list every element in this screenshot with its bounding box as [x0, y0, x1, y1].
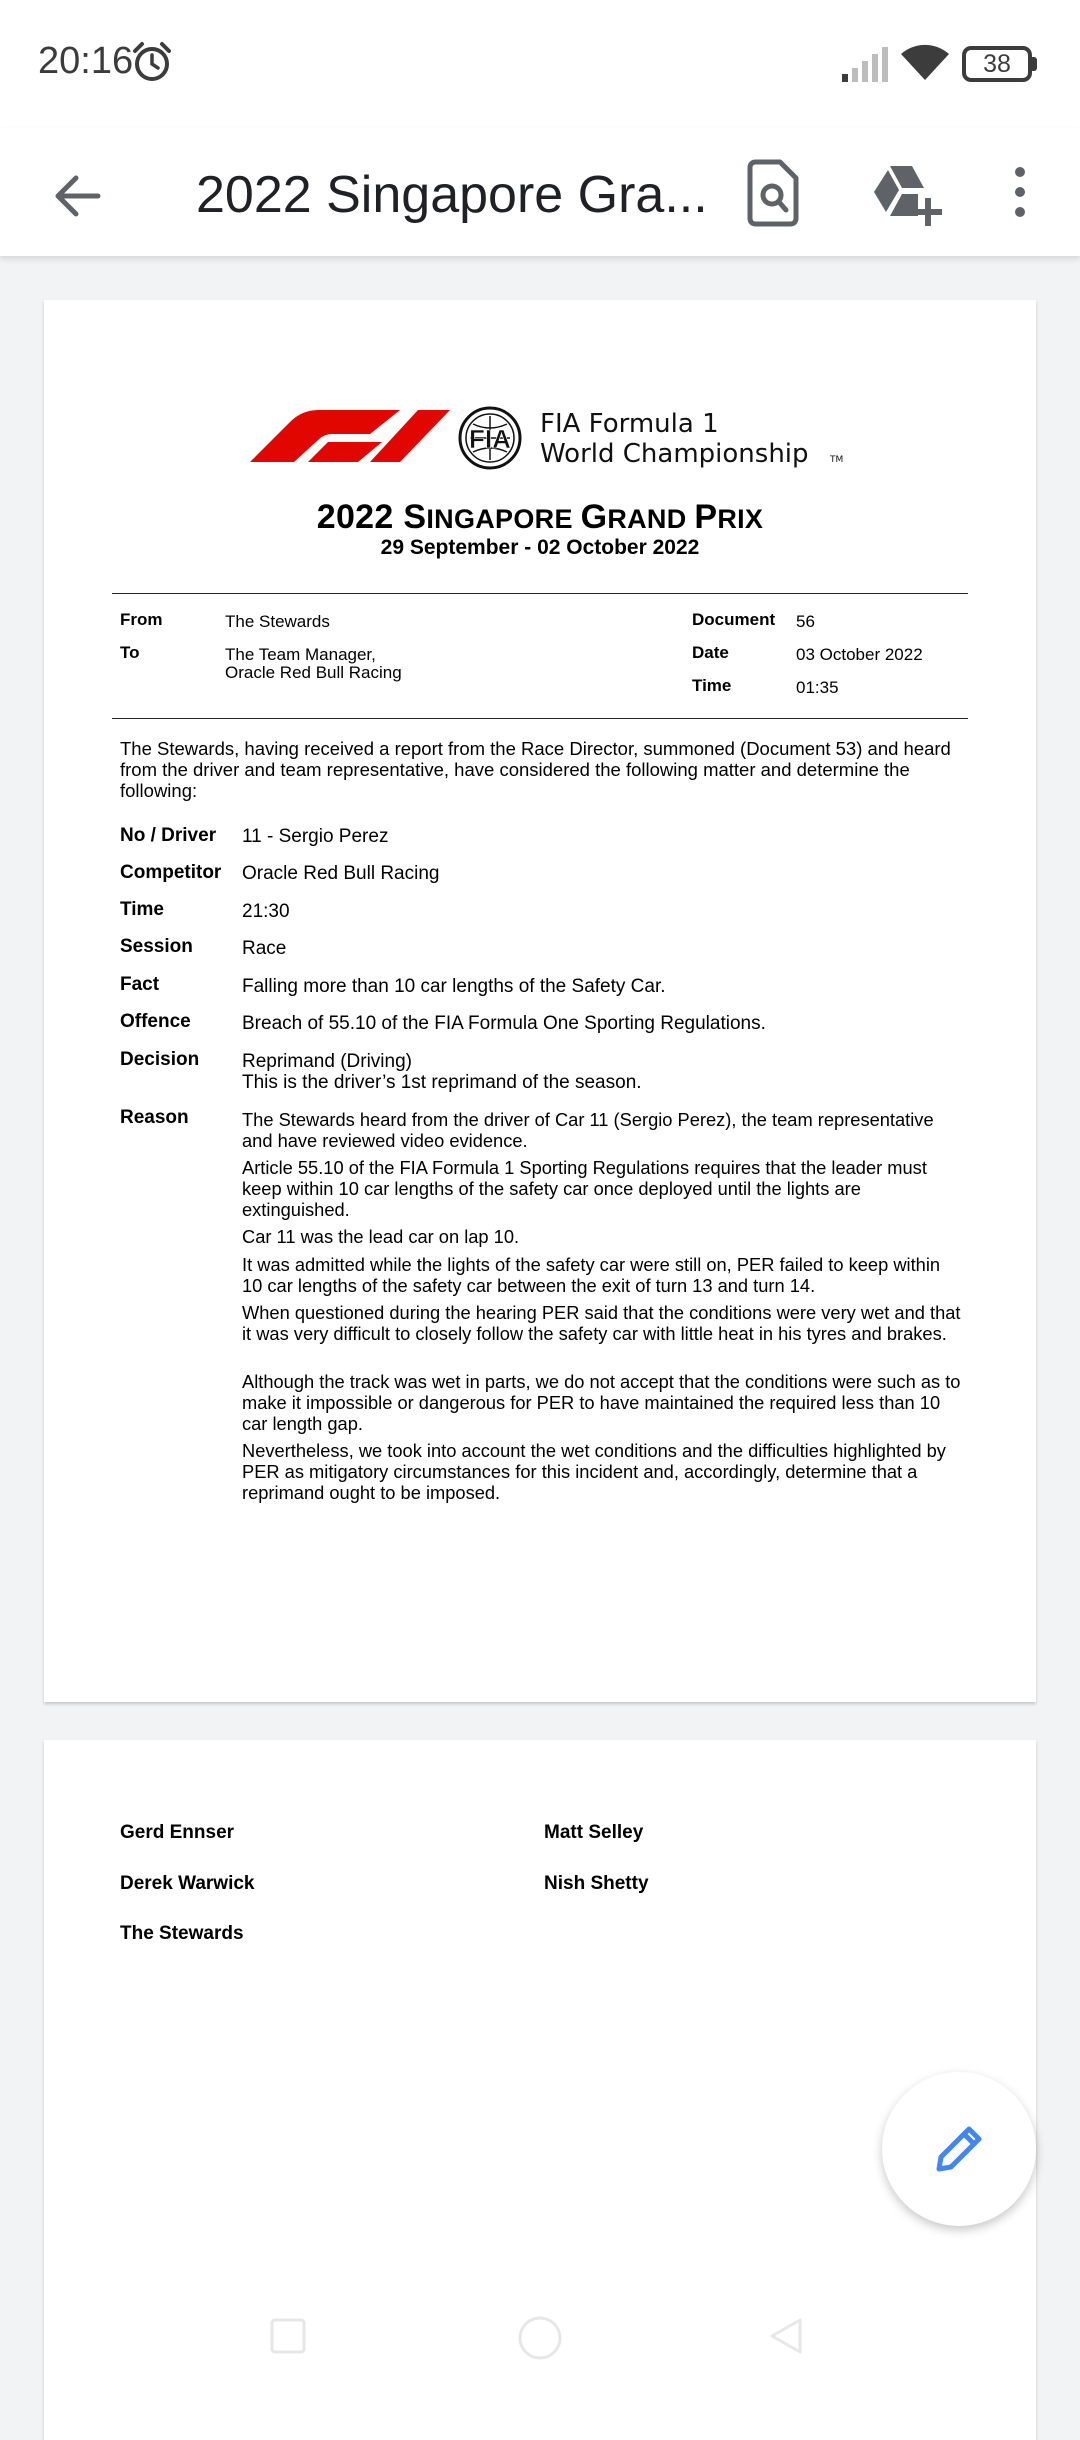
row-label-competitor: Competitor [120, 862, 222, 883]
row-value-time: 21:30 [242, 901, 290, 922]
edit-pencil-icon [929, 2119, 989, 2179]
edit-fab-button[interactable] [882, 2072, 1036, 2226]
svg-text:FIA: FIA [469, 424, 511, 454]
document-page-1 [44, 300, 1036, 1702]
wifi-icon [900, 44, 950, 82]
back-arrow-icon[interactable] [48, 168, 104, 224]
logo-tm: TM [830, 455, 844, 465]
reason-paragraph: Car 11 was the lead car on lap 10. [242, 1226, 520, 1247]
row-label-session: Session [120, 936, 193, 957]
battery-tip [1032, 57, 1037, 71]
row-value-driver: 11 - Sergio Perez [242, 826, 389, 847]
battery-icon [962, 46, 1032, 82]
status-bar [0, 0, 1080, 128]
row-value-session: Race [242, 938, 287, 959]
row-label-reason: Reason [120, 1107, 189, 1128]
document-label: Document [692, 610, 776, 629]
fia-f1-logo [250, 402, 890, 470]
date-label: Date [692, 643, 729, 662]
more-vert-icon[interactable] [1000, 152, 1040, 232]
logo-line-1: FIA Formula 1 [540, 409, 719, 439]
document-title: 2022 Singapore Gra... [196, 166, 708, 224]
reason-paragraph: Nevertheless, we took into account the wet conditions and the difficulties highlighted by PER as mitigatory circumstances for this incident and, accordingly, determine that a reprimand ought to be imposed. [242, 1440, 946, 1503]
alarm-icon [130, 40, 174, 84]
back-nav-icon[interactable] [766, 2316, 806, 2356]
time-value: 01:35 [796, 678, 839, 697]
row-value-competitor: Oracle Red Bull Racing [242, 863, 440, 884]
row-label-driver: No / Driver [120, 825, 217, 846]
to-value-line2: Oracle Red Bull Racing [225, 663, 402, 682]
header-divider-top [112, 593, 968, 594]
signatures-footer: The Stewards [120, 1923, 244, 1944]
signatory-matt-selley: Matt Selley [544, 1822, 644, 1843]
signatory-derek-warwick: Derek Warwick [120, 1873, 255, 1894]
reason-paragraph: The Stewards heard from the driver of Car 11 (Sergio Perez), the team representative and have reviewed video evidence. [242, 1109, 934, 1151]
find-in-document-icon[interactable] [740, 148, 806, 236]
to-value-line1: The Team Manager, [225, 645, 376, 664]
from-value: The Stewards [225, 612, 330, 631]
app-bar [0, 128, 1080, 256]
from-label: From [120, 610, 163, 629]
row-label-time: Time [120, 899, 165, 920]
reason-paragraph: Article 55.10 of the FIA Formula 1 Sporting Regulations requires that the leader must keep within 10 car lengths of the safety car once deployed until the lights are extinguished. [242, 1157, 927, 1220]
row-value-offence: Breach of 55.10 of the FIA Formula One Sporting Regulations. [242, 1013, 766, 1034]
row-value-fact: Falling more than 10 car lengths of the Safety Car. [242, 976, 666, 997]
add-to-drive-icon[interactable] [866, 148, 946, 236]
grand-prix-title: 2022 SINGAPORE GRAND PRIX [316, 498, 764, 536]
battery-level: 38 [983, 50, 1011, 78]
signatory-gerd-ennser: Gerd Ennser [120, 1822, 235, 1843]
row-label-offence: Offence [120, 1011, 191, 1032]
recents-nav-icon[interactable] [268, 2316, 308, 2356]
reason-paragraph: When questioned during the hearing PER said that the conditions were very wet and that it was very difficult to closely follow the safety car with little heat in his tyres and brakes. [242, 1302, 961, 1344]
logo-line-2: World Championship [540, 439, 809, 469]
signal-icon [840, 46, 890, 82]
signatory-nish-shetty: Nish Shetty [544, 1873, 649, 1894]
header-divider-bottom [112, 718, 968, 719]
intro-paragraph: The Stewards, having received a report from the Race Director, summoned (Document 53) and heard from the driver and team representative, have considered the following matter and determine the following: [120, 738, 951, 801]
time-label: Time [692, 676, 732, 695]
date-value: 03 October 2022 [796, 645, 923, 664]
row-value-decision: Reprimand (Driving) [242, 1051, 412, 1072]
row-value-decision-note: This is the driver’s 1st reprimand of the season. [242, 1072, 642, 1093]
row-label-decision: Decision [120, 1049, 200, 1070]
reason-paragraph: It was admitted while the lights of the safety car were still on, PER failed to keep within 10 car lengths of the safety car between the exit of turn 13 and turn 14. [242, 1254, 941, 1296]
reason-paragraph: Although the track was wet in parts, we do not accept that the conditions were such as to make it impossible or dangerous for PER to have maintained the required less than 10 car length gap. [242, 1371, 961, 1434]
event-dates: 29 September - 02 October 2022 [380, 536, 700, 559]
to-label: To [120, 643, 140, 662]
home-nav-icon[interactable] [516, 2316, 564, 2364]
status-time: 20:16 [38, 40, 134, 82]
document-number: 56 [796, 612, 815, 631]
row-label-fact: Fact [120, 974, 160, 995]
